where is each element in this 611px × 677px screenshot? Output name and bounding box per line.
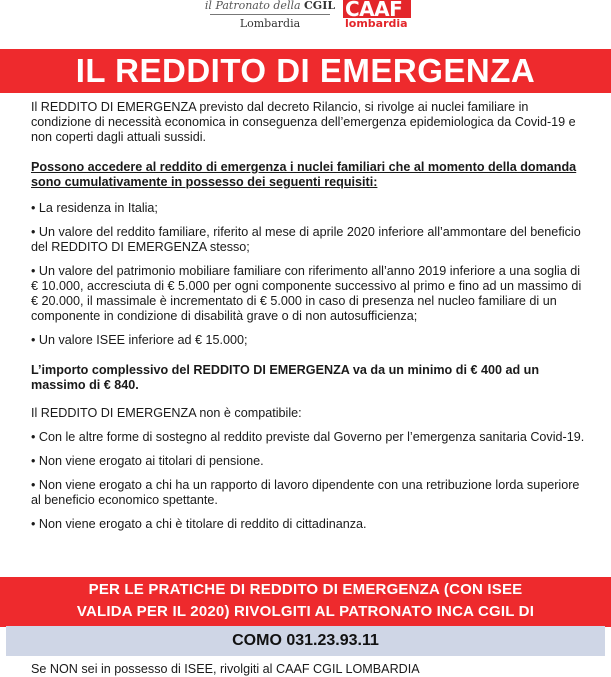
caaf-logo xyxy=(343,0,411,30)
amount-statement: L’importo complessivo del REDDITO DI EMERGENZA va da un minimo di € 400 ad un massimo di € 840. xyxy=(31,363,540,392)
inca-logo-divider xyxy=(210,14,330,15)
page-title: IL REDDITO DI EMERGENZA xyxy=(0,49,611,93)
incompatibility-item: • Con le altre forme di sostegno al reddito previste dal Governo per l’emergenza sanitaria Covid-19. xyxy=(31,430,585,444)
requirement-item: • Un valore del reddito familiare, riferito al mese di aprile 2020 inferiore all’ammontare del beneficio del REDDITO DI EMERGENZA stesso; xyxy=(31,225,581,254)
contact-banner-line-2: VALIDA PER IL 2020) RIVOLGITI AL PATRONATO INCA CGIL DI xyxy=(76,603,535,620)
main-content xyxy=(31,100,587,541)
caaf-referral-text: Se NON sei in possesso di ISEE, rivolgiti al CAAF CGIL LOMBARDIA xyxy=(31,662,420,676)
inca-logo-brand: CGIL xyxy=(304,0,336,12)
not-compatible-heading: Il REDDITO DI EMERGENZA non è compatibile: xyxy=(31,406,302,420)
phone-number: COMO 031.23.93.11 xyxy=(6,626,605,656)
incompatibility-item: • Non viene erogato a chi ha un rapporto di lavoro dipendente con una retribuzione lorda superiore al beneficio economico spettante. xyxy=(31,478,580,507)
inca-logo-prefix: il Patronato della xyxy=(204,0,301,12)
inca-cgil-logo xyxy=(200,0,340,30)
inca-logo-region: Lombardia xyxy=(239,17,301,30)
incompatibility-item: • Non viene erogato ai titolari di pensione. xyxy=(31,454,264,468)
incompatibility-item: • Non viene erogato a chi è titolare di reddito di cittadinanza. xyxy=(31,517,367,531)
contact-banner-line-1: PER LE PRATICHE DI REDDITO DI EMERGENZA (CON ISEE xyxy=(88,581,523,598)
contact-banner xyxy=(0,577,611,627)
requirement-item: • Un valore del patrimonio mobiliare familiare con riferimento all’anno 2019 inferiore a una soglia di € 10.000, accresciuta di € 5.000 per ogni componente successivo al primo e fino ad un massimo di € 20.000, il massimale è incrementato di € 5.000 in caso di presenza nel nucleo familiare di un componente in condizione di disabilità grave o di non autosufficienza; xyxy=(31,264,582,323)
requirements-heading: Possono accedere al reddito di emergenza i nuclei familiari che al momento della domanda sono cumulativamente in possesso dei seguenti requisiti: xyxy=(31,160,577,189)
intro-paragraph: Il REDDITO DI EMERGENZA previsto dal decreto Rilancio, si rivolge ai nuclei familiare in condizione di necessità economica in conseguenza dell’emergenza epidemiologica da Covid-19 e non coperti dagli attuali sussidi. xyxy=(31,100,576,144)
caaf-logo-name: CAAF xyxy=(343,0,411,18)
caaf-logo-region: lombardia xyxy=(345,17,408,30)
logo-bar xyxy=(0,0,611,46)
requirement-item: • Un valore ISEE inferiore ad € 15.000; xyxy=(31,333,248,347)
requirement-item: • La residenza in Italia; xyxy=(31,201,158,215)
